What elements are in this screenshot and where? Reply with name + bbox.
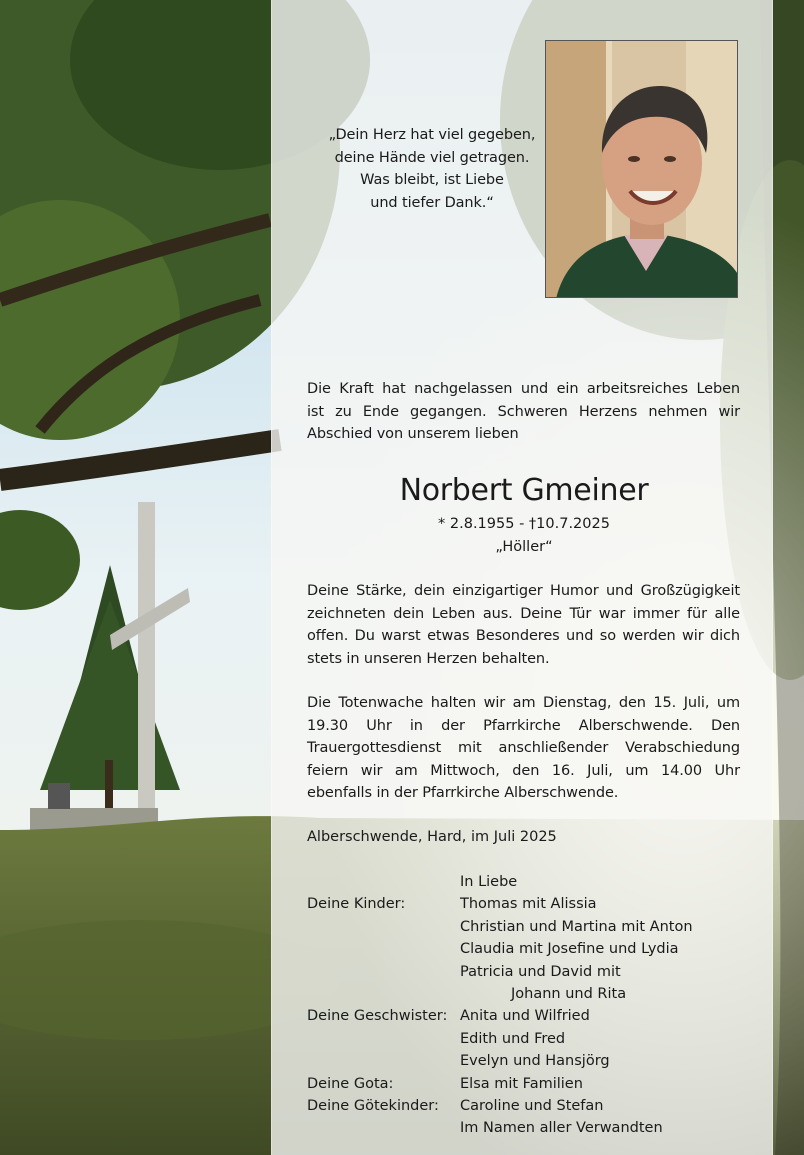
- tribute-paragraph: [307, 580, 740, 670]
- mourner-names: Elsa mit Familien: [460, 1075, 583, 1092]
- mourner-row: [307, 893, 747, 915]
- mourner-label: [307, 1028, 460, 1050]
- mourner-names: Im Namen aller Verwandten: [460, 1120, 663, 1137]
- mourner-label: Deine Gota:: [307, 1075, 394, 1092]
- mourner-names: In Liebe: [460, 874, 518, 890]
- mourner-row: [307, 1050, 747, 1072]
- mourner-label: Deine Götekinder:: [307, 1097, 439, 1114]
- mourner-row: [307, 1117, 747, 1139]
- place-and-date: Alberschwende, Hard, im Juli 2025: [307, 829, 557, 845]
- mourner-names: Caroline und Stefan: [460, 1097, 604, 1114]
- intro-line: ist zu Ende gegangen. Schweren Herzens nehmen wir: [307, 403, 740, 420]
- mourner-label: Deine Kinder:: [307, 896, 406, 913]
- mourner-label: [307, 1050, 460, 1072]
- mourner-names: Edith und Fred: [460, 1030, 566, 1047]
- service-line: feiern wir am Mittwoch, den 16. Juli, um 14.00 Uhr: [307, 762, 740, 779]
- mourner-row: [307, 1095, 747, 1117]
- mourner-names: Thomas mit Alissia: [460, 896, 597, 913]
- intro-line: Die Kraft hat nachgelassen und ein arbeitsreiches Leben: [307, 381, 740, 397]
- mourner-row: [307, 938, 747, 960]
- quote-line: Was bleibt, ist Liebe: [360, 172, 504, 188]
- mourner-row: [307, 983, 747, 1005]
- quote-line: deine Hände viel getragen.: [334, 149, 530, 166]
- portrait-image: [546, 41, 738, 298]
- mourner-names: Evelyn und Hansjörg: [460, 1053, 610, 1070]
- mourner-label: Deine Geschwister:: [307, 1008, 448, 1025]
- portrait-photo: [545, 40, 738, 298]
- mourner-label: [307, 871, 460, 893]
- mourner-row: [307, 916, 747, 938]
- memorial-quote: [300, 124, 564, 214]
- tribute-line: stets in unseren Herzen behalten.: [307, 650, 550, 667]
- nickname: „Höller“: [495, 539, 553, 555]
- service-paragraph: [307, 692, 740, 805]
- mourner-names: Claudia mit Josefine und Lydia: [460, 941, 679, 958]
- mourners-list: [307, 871, 747, 1140]
- intro-line: Abschied von unserem lieben: [307, 426, 519, 442]
- quote-line: „Dein Herz hat viel gegeben,: [328, 127, 536, 143]
- mourner-label: [307, 916, 460, 938]
- mourner-label: [307, 1117, 460, 1139]
- life-dates: * 2.8.1955 - †10.7.2025: [438, 516, 610, 532]
- mourner-row: [307, 1005, 747, 1027]
- mourner-label: [307, 961, 460, 983]
- tribute-line: Deine Stärke, dein einzigartiger Humor und Großzügigkeit: [307, 583, 740, 599]
- mourner-row: [307, 1073, 747, 1095]
- intro-paragraph: [307, 378, 740, 446]
- mourner-names: Anita und Wilfried: [460, 1008, 590, 1025]
- tribute-line: zeichneten dein Leben aus. Deine Tür war immer für alle: [307, 605, 740, 622]
- mourner-names: Johann und Rita: [511, 985, 627, 1002]
- mourner-names: Christian und Martina mit Anton: [460, 918, 693, 935]
- tribute-line: offen. Du warst etwas Besonderes und so werden wir dich: [307, 628, 740, 644]
- service-line: Trauergottesdienst mit anschließender Verabschiedung: [307, 740, 740, 756]
- service-line: ebenfalls in der Pfarrkirche Alberschwende.: [307, 785, 619, 801]
- mourner-names: Patricia und David mit: [460, 963, 621, 980]
- mourner-label: [307, 983, 460, 1005]
- mourner-label: [307, 938, 460, 960]
- service-line: Die Totenwache halten wir am Dienstag, den 15. Juli, um: [307, 695, 740, 711]
- mourner-row: [307, 1028, 747, 1050]
- mourner-row: [307, 961, 747, 983]
- quote-line: und tiefer Dank.“: [370, 194, 494, 211]
- service-line: 19.30 Uhr in der Pfarrkirche Alberschwende. Den: [307, 717, 740, 734]
- deceased-name: Norbert Gmeiner: [399, 473, 649, 508]
- mourner-row: [307, 871, 747, 893]
